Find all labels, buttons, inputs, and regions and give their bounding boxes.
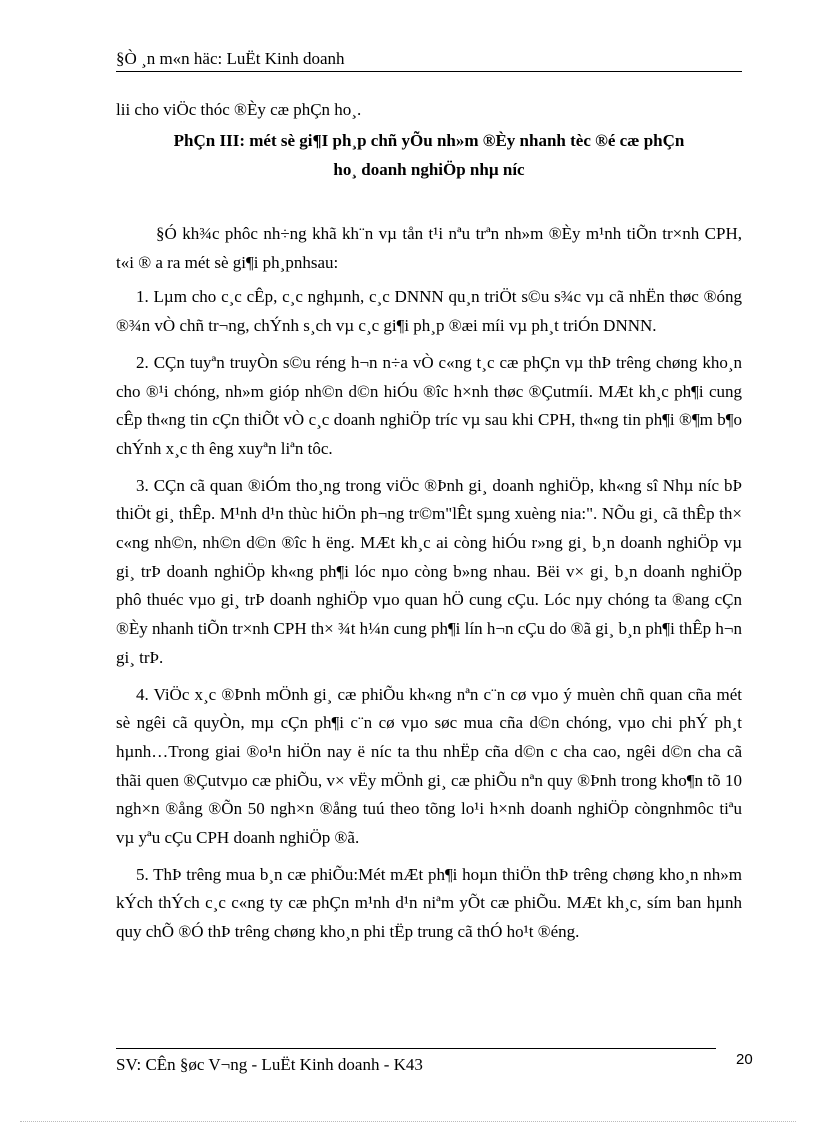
section-heading-line-1: PhÇn III: mét sè gi¶I ph¸p chñ yÕu nh»m ®Èy nhanh tèc ®é cæ phÇn xyxy=(173,131,685,150)
running-header: §Ò ¸n m«n häc: LuËt Kinh doanh xyxy=(116,49,345,68)
header-divider xyxy=(116,71,742,72)
footer-divider xyxy=(116,1048,716,1049)
section-heading-line-2: ho¸ doanh nghiÖp nhµ níc xyxy=(333,160,525,179)
section-heading xyxy=(116,126,742,184)
solution-paragraph-2: 2. CÇn tuyªn truyÒn s©u réng h¬n n÷a vÒ c«ng t¸c cæ phÇn vµ thÞ trêng chøng kho¸n cho ®¹i chóng, nh»m gióp nh©n d©n hiÓu ®îc h×nh thøc ®Çutmíi. MÆt kh¸c ph¶i cung cÊp th«ng tin cÇn thiÕt vÒ c¸c doanh nghiÖp tríc vµ sau khi CPH, th«ng tin ph¶i ®¶m b¶o chÝnh x¸c th êng xuyªn liªn tôc. xyxy=(116,352,742,458)
solution-paragraph-1: 1. Lµm cho c¸c cÊp, c¸c nghµnh, c¸c DNNN qu¸n triÖt s©u s¾c vµ cã nhËn thøc ®óng ®¾n vÒ chñ tr¬ng, chÝnh s¸ch vµ c¸c gi¶i ph¸p ®æi míi vµ ph¸t triÓn DNNN. xyxy=(116,287,742,336)
page-number: 20 xyxy=(736,1051,753,1068)
solution-paragraph-4: 4. ViÖc x¸c ®Þnh mÖnh gi¸ cæ phiÕu kh«ng nªn c¨n cø vµo ý muèn chñ quan cña mét sè ngêi cã quyÒn, mµ cÇn ph¶i c¨n cø vµo søc mua cña d©n chóng, vµo chi phÝ ph¸t hµnh…Trong giai ®o¹n hiÖn nay ë níc ta thu nhËp cña d©n c cha cao, ngêi d©n cha cã thãi quen ®Çutvµo cæ phiÕu, v× vËy mÖnh gi¸ cæ phiÕu nªn quy ®Þnh trong kho¶n tõ 10 ngh×n ®ång ®Õn 50 ngh×n ®ång tuú theo tõng lo¹i h×nh doanh nghiÖp còngnhmôc tiªu vµ yªu cÇu CPH doanh nghiÖp ®ã. xyxy=(116,684,742,848)
solution-paragraph-5: 5. ThÞ trêng mua b¸n cæ phiÕu:Mét mÆt ph¶i hoµn thiÖn thÞ trêng chøng kho¸n nh»m kÝch thÝch c¸c c«ng ty cæ phÇn m¹nh d¹n niªm yÕt cæ phiÕu. MÆt kh¸c, sím ban hµnh quy chÕ ®Ó thÞ trêng chøng kho¸n phi tËp trung cã thÓ ho¹t ®éng. xyxy=(116,864,742,942)
intro-paragraph: §Ó kh¾c phôc nh÷ng khã kh¨n vµ tån t¹i nªu trªn nh»m ®Èy m¹nh tiÕn tr×nh CPH, t«i ® a ra mét sè gi¶i ph¸pnhsau: xyxy=(116,224,742,272)
page-bottom-border xyxy=(20,1121,796,1122)
body-text xyxy=(116,220,742,955)
solution-paragraph-3: 3. CÇn cã quan ®iÓm tho¸ng trong viÖc ®Þnh gi¸ doanh nghiÖp, kh«ng sî Nhµ níc bÞ thiÖt gi¸ thÊp. M¹nh d¹n thùc hiÖn ph¬ng tr©m"lÊt sµng xuèng nia:". NÕu gi¸ cã thÊp th× c«ng nh©n, nh©n d©n ®îc h ëng. MÆt kh¸c ai còng hiÓu r»ng gi¸ b¸n doanh nghiÖp vµ gi¸ trÞ doanh nghiÖp kh«ng ph¶i lóc nµo còng b»ng nhau. Bëi v× gi¸ b¸n doanh nghiÖp phô thuéc vµo gi¸ trÞ doanh nghiÖp vµo quan hÖ cung cÇu. Lóc nµy chóng ta ®ang cÇn ®Èy nhanh tiÕn tr×nh CPH th× ¾t h¼n cung ph¶i lín h¬n cÇu do ®ã gi¸ b¸n ph¶i thÊp h¬n gi¸ trÞ. xyxy=(116,475,742,667)
continuation-line: lii cho viÖc thóc ®Èy cæ phÇn ho¸. xyxy=(116,100,362,119)
running-footer: SV: CÊn §øc V¬ng - LuËt Kinh doanh - K43 xyxy=(116,1055,423,1074)
